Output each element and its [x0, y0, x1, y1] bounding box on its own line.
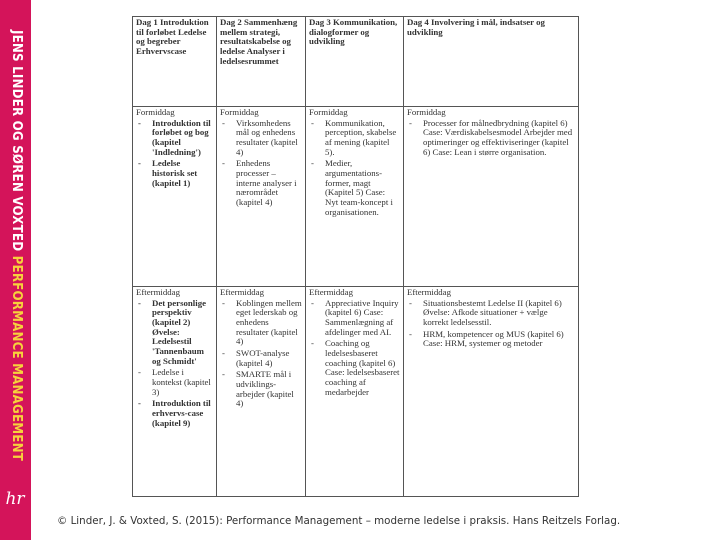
header-day-1: Dag 1 Introduktion til forløbet Ledelse og begreber Erhvervscase [133, 17, 217, 107]
list-item: - Ledelse historisk set (kapitel 1) [136, 159, 213, 188]
morning-day-2 [217, 107, 306, 287]
list-item: - Introduktion til forløbet og bog (kapitel 'Indledning') [136, 119, 213, 158]
list-item: - Coaching og ledelsesbaseret coaching (kapitel 6) Case: ledelsesbaseret coaching af medarbejder [309, 339, 400, 397]
header-day-3: Dag 3 Kommunikation, dialogformer og udvikling [306, 17, 404, 107]
morning-label: Formiddag [136, 107, 175, 117]
morning-label: Formiddag [309, 107, 348, 117]
afternoon-day-2 [217, 287, 306, 497]
morning-label: Formiddag [220, 107, 259, 117]
afternoon-label: Eftermiddag [220, 287, 264, 297]
list-item: - SWOT-analyse (kapitel 4) [220, 349, 302, 368]
list-item: - Medier, argumentations-former, magt (Kapitel 5) Case: Nyt team-koncept i organisationen. [309, 159, 400, 217]
morning-day-4 [404, 107, 579, 287]
list-item: - Ledelse i kontekst (kapitel 3) [136, 368, 213, 397]
authors-label: JENS LINDER OG SØREN VOXTED [9, 30, 24, 256]
publisher-logo: hr [5, 489, 25, 509]
schedule-table [132, 16, 578, 500]
list-item: - Kommunikation, perception, skabelse af mening (kapitel 5). [309, 119, 400, 158]
morning-label: Formiddag [407, 107, 446, 117]
list-item: - HRM, kompetencer og MUS (kapitel 6) Case: HRM, systemer og metoder [407, 330, 575, 349]
book-title-label: PERFORMANCE MANAGEMENT [9, 255, 24, 462]
header-row [133, 17, 579, 107]
list-item: - Enhedens processer – interne analyser i nærområdet (kapitel 4) [220, 159, 302, 207]
afternoon-day-1 [133, 287, 217, 497]
vertical-book-title [2, 30, 30, 462]
list-item: - Det personlige perspektiv (kapitel 2) Øvelse: Ledelsestil 'Tannenbaum og Schmidt' [136, 299, 213, 367]
morning-row [133, 107, 579, 287]
list-item: - SMARTE mål i udviklings-arbejder (kapitel 4) [220, 370, 302, 409]
afternoon-label: Eftermiddag [309, 287, 353, 297]
morning-day-1 [133, 107, 217, 287]
list-item: - Situationsbestemt Ledelse II (kapitel 6) Øvelse: Afkode situationer + vælge korrekt ledelsesstil. [407, 299, 575, 328]
list-item: - Appreciative Inquiry (kapitel 6) Case: Sammenlægning af afdelinger med AI. [309, 299, 400, 338]
afternoon-label: Eftermiddag [136, 287, 180, 297]
afternoon-row [133, 287, 579, 497]
afternoon-day-3 [306, 287, 404, 497]
afternoon-label: Eftermiddag [407, 287, 451, 297]
header-day-4: Dag 4 Involvering i mål, indsatser og udvikling [404, 17, 579, 107]
list-item: - Processer for målnedbrydning (kapitel 6) Case: Værdiskabelsesmodel Arbejder med optimeringer og effektiviseringer (kapitel 6) Case: Lean i større organisation. [407, 119, 575, 158]
afternoon-day-4 [404, 287, 579, 497]
list-item: - Introduktion til erhvervs-case (kapitel 9) [136, 399, 213, 428]
list-item: - Koblingen mellem eget lederskab og enhedens resultater (kapitel 4) [220, 299, 302, 347]
header-day-2: Dag 2 Sammenhæng mellem strategi, resultatskabelse og ledelse Analyser i ledelsesrummet [217, 17, 306, 107]
sidebar [0, 0, 31, 540]
list-item: - Virksomhedens mål og enhedens resultater (kapitel 4) [220, 119, 302, 158]
source-caption: © Linder, J. & Voxted, S. (2015): Performance Management – moderne ledelse i praksis. Hans Reitzels Forlag. [57, 515, 621, 527]
morning-day-3 [306, 107, 404, 287]
